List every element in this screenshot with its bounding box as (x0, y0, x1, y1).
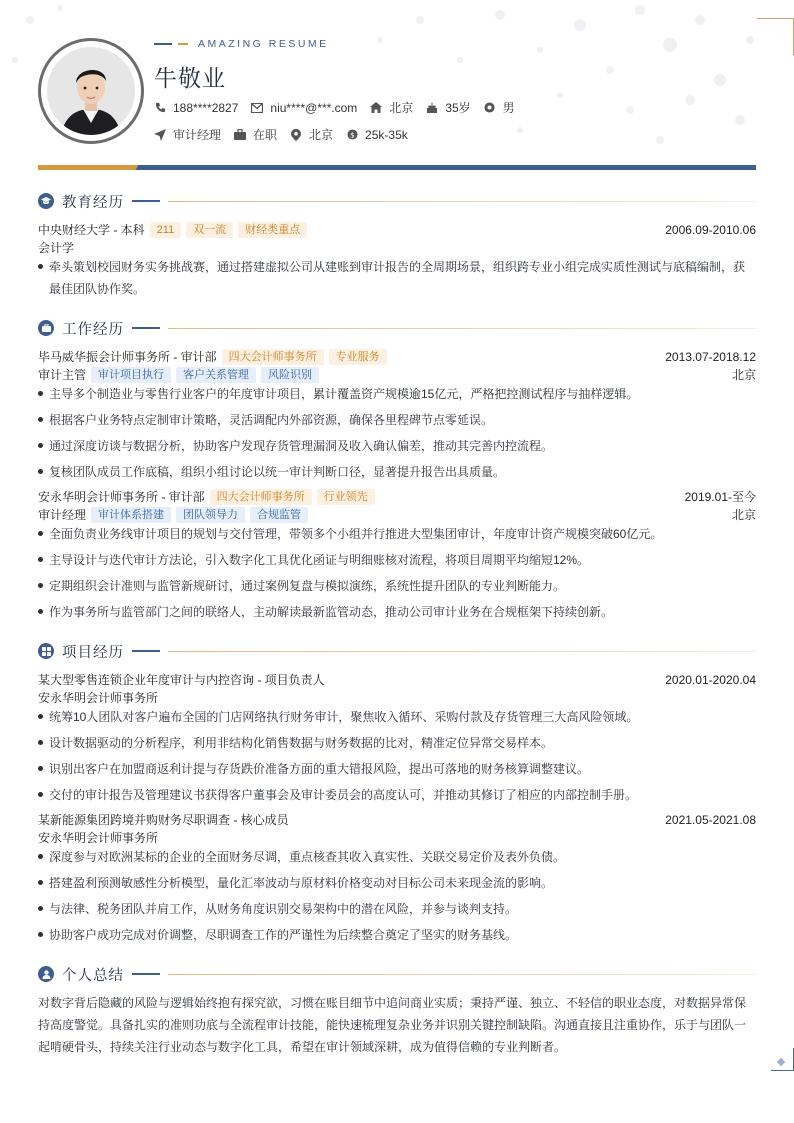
project-header (38, 671, 756, 688)
phone-text: 188****2827 (173, 100, 239, 115)
gender-icon (484, 102, 496, 114)
money-icon (346, 129, 358, 141)
avatar-frame (38, 38, 144, 144)
phone-icon (154, 102, 166, 114)
date: 2013.07-2018.12 (665, 349, 756, 364)
status-text: 在职 (253, 128, 278, 142)
age-text: 35岁 (445, 101, 471, 115)
date: 2019.01-至今 (684, 490, 756, 504)
email-text: niu****@***.com (270, 100, 358, 115)
tag: 财经类重点 (238, 222, 307, 238)
tag: 双一流 (186, 222, 233, 238)
list-item: 主导设计与迭代审计方法论，引入数字化工具优化函证与明细账核对流程，将项目周期平均缩短12%。 (38, 549, 756, 571)
job-title-item (154, 126, 221, 143)
list-item: 协助客户成功完成对价调整，尽职调查工作的严谨性为后续整合奠定了坚实的财务基线。 (38, 924, 756, 946)
list-item: 复核团队成员工作底稿，组织小组讨论以统一审计判断口径，显著提升报告出具质量。 (38, 461, 756, 483)
phone-item (154, 101, 238, 115)
school-degree: 中央财经大学 - 本科 (38, 223, 145, 237)
tag: 合规监管 (250, 507, 308, 523)
list-item: 通过深度访谈与数据分析，协助客户发现存货管理漏洞及收入确认偏差，推动其完善内控流程。 (38, 435, 756, 457)
age-item (426, 99, 470, 116)
tag: 专业服务 (329, 349, 387, 365)
hometown-item (370, 99, 413, 116)
list-item: 搭建盈利预测敏感性分析模型，量化汇率波动与原材料价格变动对目标公司未来现金流的影响。 (38, 872, 756, 894)
tag: 客户关系管理 (176, 367, 256, 383)
project-org: 安永华明会计师事务所 (38, 691, 159, 705)
list-item: 主导多个制造业与零售行业客户的年度审计项目，累计覆盖资产规模逾15亿元，严格把控测试程序与抽样逻辑。 (38, 383, 756, 405)
project-org: 安永华明会计师事务所 (38, 831, 159, 845)
education-header (38, 221, 756, 238)
gender-text: 男 (502, 101, 515, 115)
tag: 风险识别 (261, 367, 319, 383)
section-summary (38, 964, 756, 984)
list-item: 作为事务所与监管部门之间的联络人，主动解读最新监管动态，推动公司审计业务在合规框架下持续创新。 (38, 601, 756, 623)
gender-item (484, 99, 515, 116)
svg-text:$: $ (349, 130, 355, 140)
work-position-row (38, 366, 756, 383)
home-icon (370, 102, 382, 114)
project-header (38, 811, 756, 828)
cake-icon (426, 102, 438, 114)
position: 审计经理 (38, 508, 87, 522)
project-title: 某大型零售连锁企业年度审计与内控咨询 - 项目负责人 (38, 673, 325, 687)
company-role: 安永华明会计师事务所 - 审计部 (38, 490, 205, 504)
date: 2006.09-2010.06 (665, 222, 756, 237)
section-title: 项目经历 (62, 644, 124, 661)
list-item: 深度参与对欧洲某标的企业的全面财务尽调，重点核查其收入真实性、关联交易定价及表外负债。 (38, 846, 756, 868)
project-icon (38, 643, 54, 659)
location: 北京 (731, 508, 756, 522)
project-title: 某新能源集团跨境并购财务尽职调查 - 核心成员 (38, 813, 289, 827)
resume-header (38, 38, 756, 168)
list-item: 根据客户业务特点定制审计策略，灵活调配内外部资源，确保各里程碑节点零延误。 (38, 409, 756, 431)
city-text: 北京 (309, 128, 334, 142)
tag: 审计项目执行 (91, 367, 171, 383)
work-icon (38, 320, 54, 336)
list-item: 设计数据驱动的分析程序，利用非结构化销售数据与财务数据的比对，精准定位异常交易样本。 (38, 732, 756, 754)
summary-text: 对数字背后隐藏的风险与逻辑始终抱有探究欲，习惯在账目细节中追问商业实质；秉持严谨、独立、不轻信的职业态度，对数据异常保持高度警觉。具备扎实的准则功底与全流程审计技能，能快速梳理复杂业务并识别关键控制缺陷。沟通直接且注重协作，乐于与团队一起啃硬骨头，持续关注行业动态与数字化工具，希望在审计领域深耕，成为值得信赖的专业判断者。 (38, 996, 747, 1054)
tag: 团队领导力 (176, 507, 245, 523)
avatar (47, 47, 135, 135)
location: 北京 (731, 368, 756, 382)
date: 2021.05-2021.08 (665, 812, 756, 827)
list-item: 全面负责业务线审计项目的规划与交付管理，带领多个小组并行推进大型集团审计，年度审计资产规模突破60亿元。 (38, 523, 756, 545)
location-icon (290, 129, 302, 141)
date: 2020.01-2020.04 (665, 672, 756, 687)
major: 会计学 (38, 241, 75, 255)
tag: 审计体系搭建 (91, 507, 171, 523)
graduation-icon (38, 193, 54, 209)
position: 审计主管 (38, 368, 87, 382)
tag: 四大会计师事务所 (222, 349, 324, 365)
tag: 行业领先 (317, 489, 375, 505)
email-item (251, 101, 357, 115)
list-item: 定期组织会计准则与监管新规研讨，通过案例复盘与模拟演练，系统性提升团队的专业判断能力。 (38, 575, 756, 597)
tag: 211 (150, 222, 182, 238)
section-title: 教育经历 (62, 194, 124, 211)
candidate-name: 牛敬业 (154, 65, 226, 91)
section-project (38, 641, 756, 661)
hometown-text: 北京 (389, 101, 414, 115)
list-item: 交付的审计报告及管理建议书获得客户董事会及审计委员会的高度认可，并推动其修订了相应的内部控制手册。 (38, 784, 756, 806)
send-icon (154, 129, 166, 141)
work-header (38, 348, 756, 365)
status-item (234, 126, 277, 143)
corner-decoration-top (757, 18, 794, 55)
city-item (290, 126, 333, 143)
section-work (38, 318, 756, 338)
company-role: 毕马威华振会计师事务所 - 审计部 (38, 350, 217, 364)
tagline (154, 38, 329, 50)
list-item: 与法律、税务团队并肩工作，从财务角度识别交易架构中的潜在风险，并参与谈判支持。 (38, 898, 756, 920)
tag: 四大会计师事务所 (210, 489, 312, 505)
contact-row (154, 99, 528, 116)
tagline-text: AMAZING RESUME (198, 38, 329, 50)
list-item: 牵头策划校园财务实务挑战赛，通过搭建虚拟公司从建账到审计报告的全周期场景，组织跨专业小组完成实质性测试与底稿编制，获最佳团队协作奖。 (38, 256, 756, 300)
work-header (38, 488, 756, 505)
salary-item (346, 128, 408, 142)
section-title: 工作经历 (62, 321, 124, 338)
job-row (154, 126, 421, 143)
salary-text: 25k-35k (365, 127, 408, 142)
job-title-text: 审计经理 (173, 128, 222, 142)
list-item: 统筹10人团队对客户遍布全国的门店网络执行财务审计，聚焦收入循环、采购付款及存货管理三大高风险领域。 (38, 706, 756, 728)
section-education (38, 191, 756, 211)
person-icon (38, 966, 54, 982)
list-item: 识别出客户在加盟商返利计提与存货跌价准备方面的重大错报风险，提出可落地的财务核算调整建议。 (38, 758, 756, 780)
section-title: 个人总结 (62, 967, 124, 984)
header-divider (38, 165, 756, 170)
briefcase-icon (234, 129, 246, 141)
work-position-row (38, 506, 756, 523)
mail-icon (251, 102, 263, 114)
